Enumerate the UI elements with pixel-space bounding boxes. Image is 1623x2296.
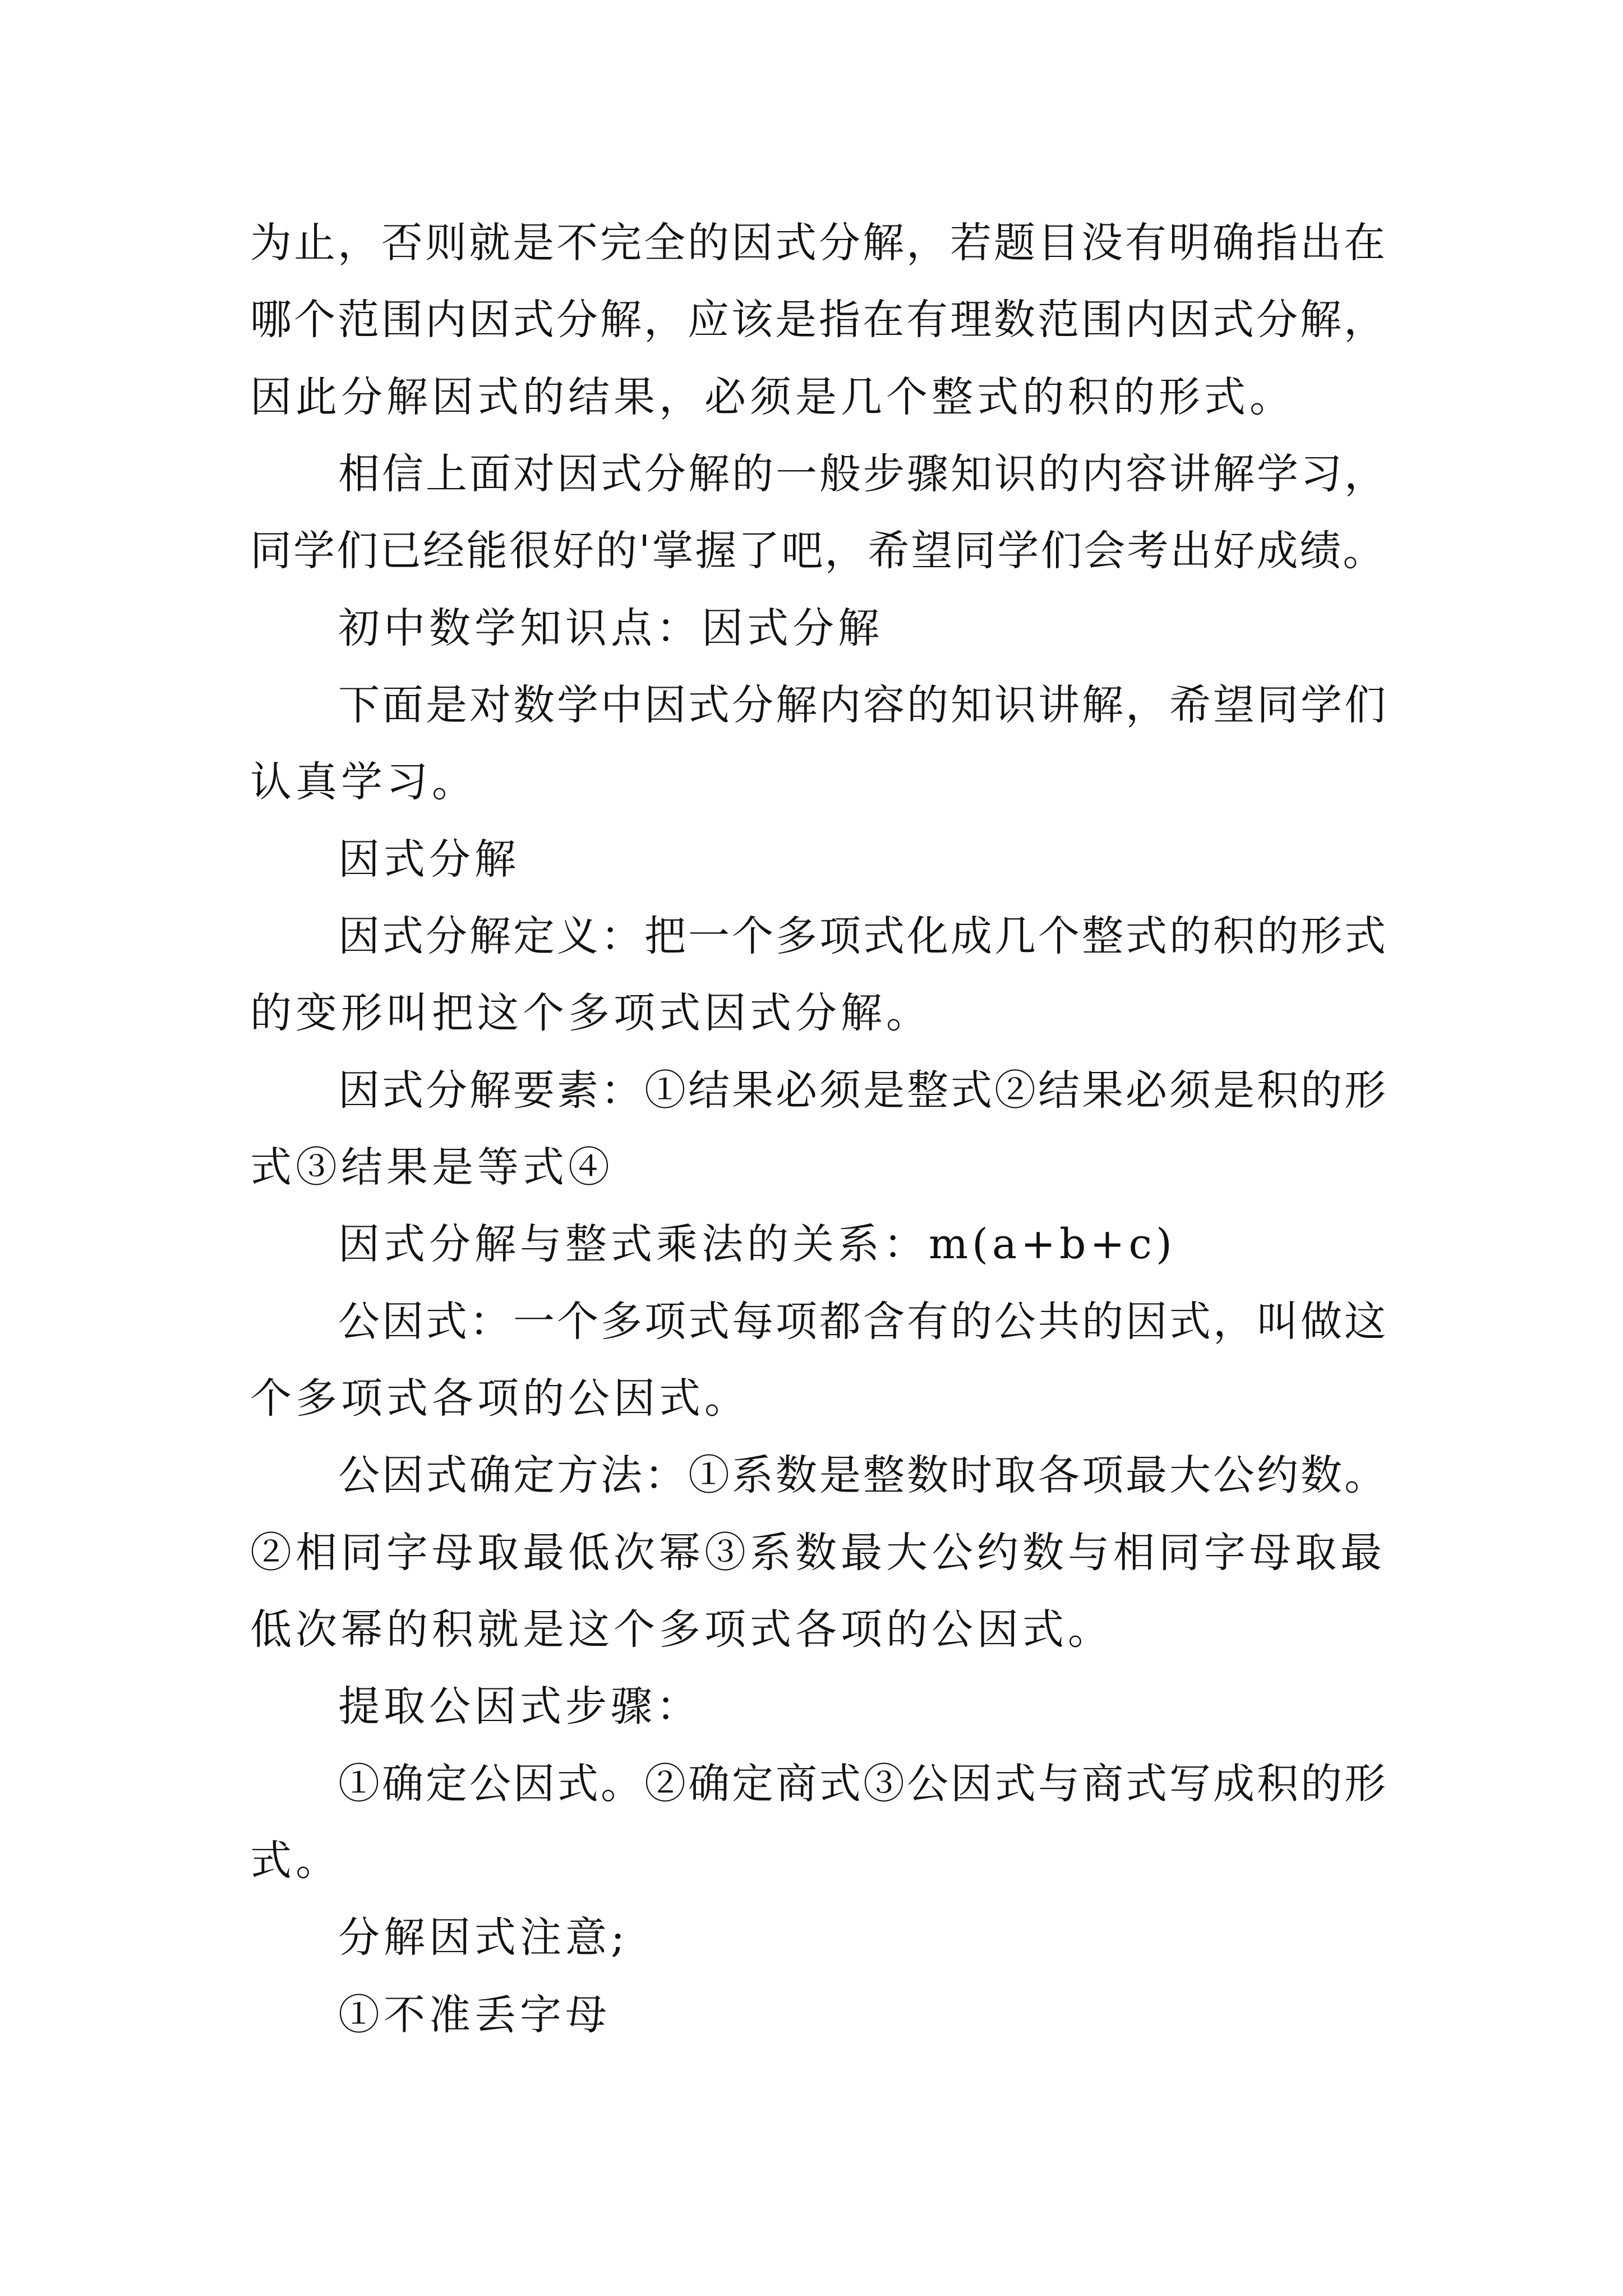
text-line: 式③结果是等式④ [250,1143,614,1191]
text-line: ①不准丢字母 [338,1991,611,2039]
text-line: 下面是对数学中因式分解内容的知识讲解，希望同学们 [338,681,1388,729]
text-line: ①确定公因式。②确定商式③公因式与商式写成积的形 [338,1760,1388,1808]
text-line: ②相同字母取最低次幂③系数最大公约数与相同字母取最 [250,1529,1386,1577]
text-line: 的变形叫把这个多项式因式分解。 [250,989,932,1037]
text-line: 哪个范围内因式分解，应该是指在有理数范围内因式分解， [250,296,1387,344]
text-line: 因此分解因式的结果，必须是几个整式的积的形式。 [250,373,1295,421]
text-line: 因式分解与整式乘法的关系：m(a+b+c) [338,1220,1176,1268]
text-line: 个多项式各项的公因式。 [250,1374,750,1423]
text-line: 因式分解定义：把一个多项式化成几个整式的积的形式 [338,912,1388,960]
text-line: 认真学习。 [250,758,477,806]
text-line: 式。 [250,1837,341,1885]
text-line: 提取公因式步骤： [338,1682,702,1731]
text-line: 公因式确定方法：①系数是整数时取各项最大公约数。 [338,1451,1388,1499]
text-line: 同学们已经能很好的'掌握了吧，希望同学们会考出好成绩。 [250,527,1386,575]
text-line: 分解因式注意; [338,1913,629,1962]
text-line: 公因式：一个多项式每项都含有的公共的因式，叫做这 [338,1297,1388,1346]
text-line: 为止，否则就是不完全的因式分解，若题目没有明确指出在 [250,219,1387,267]
text-line: 因式分解要素：①结果必须是整式②结果必须是积的形 [338,1066,1388,1115]
text-line: 初中数学知识点：因式分解 [338,604,883,652]
text-line: 因式分解 [338,835,520,884]
text-line: 相信上面对因式分解的一般步骤知识的内容讲解学习， [338,450,1388,498]
text-line: 低次幂的积就是这个多项式各项的公因式。 [250,1605,1113,1654]
